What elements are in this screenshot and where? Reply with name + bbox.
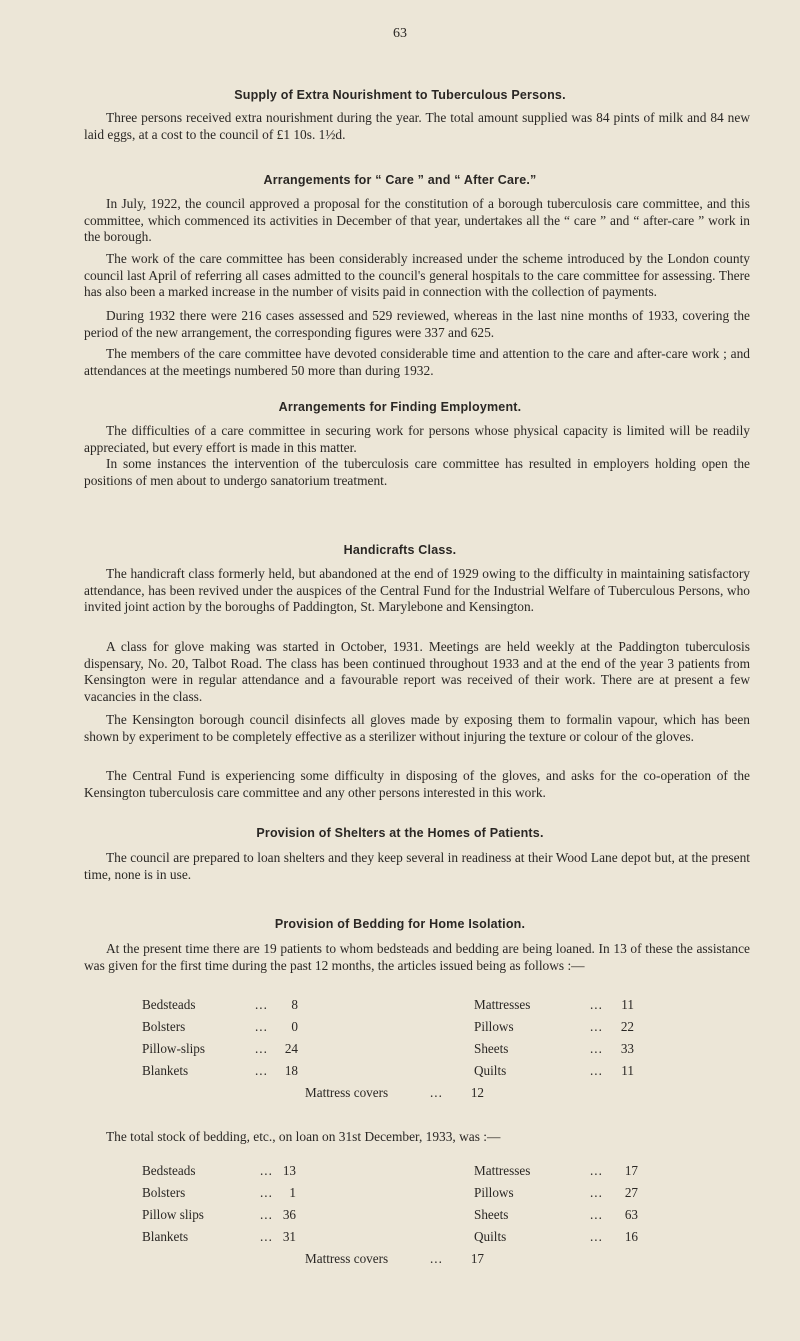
row-label: Pillow slips	[142, 1207, 204, 1222]
row-label: Blankets	[142, 1063, 189, 1078]
paragraph: The handicraft class formerly held, but abandoned at the end of 1929 owing to the difficulty in maintaining satisfactory attendance, has been revived under the auspices of the Central Fund for the Industrial Welfare of Tuberculous Persons, who invited joint action by the boroughs of Paddington, St. Marylebone and Kensington.	[84, 566, 750, 614]
heading-finding-employment: Arrangements for Finding Employment.	[278, 400, 522, 414]
row-label: Bedsteads	[142, 997, 196, 1012]
row-label: Mattresses	[474, 997, 531, 1012]
paragraph: During 1932 there were 216 cases assessed and 529 reviewed, whereas in the last nine months of 1933, covering the period of the new arrangement, the corresponding figures were 337 and 625.	[84, 308, 750, 340]
leader-dots: ...	[590, 1019, 603, 1034]
row-value: 36	[282, 1207, 296, 1222]
leader-dots: ...	[590, 1229, 603, 1244]
leader-dots: ...	[590, 1063, 603, 1078]
heading-provision-of-shelters: Provision of Shelters at the Homes of Patients.	[256, 826, 544, 840]
heading-extra-nourishment: Supply of Extra Nourishment to Tuberculous Persons.	[234, 88, 566, 102]
paragraph: The difficulties of a care committee in securing work for persons whose physical capacity is limited will be readily appreciated, but every effort is made in this matter.	[84, 423, 750, 455]
row-label: Sheets	[474, 1041, 509, 1056]
leader-dots: ...	[255, 997, 268, 1012]
leader-dots: ...	[590, 1185, 603, 1200]
row-value: 1	[289, 1185, 296, 1200]
heading-provision-of-bedding: Provision of Bedding for Home Isolation.	[274, 917, 526, 931]
leader-dots: ...	[260, 1229, 273, 1244]
row-value: 8	[291, 997, 298, 1012]
row-label: Mattress covers	[305, 1251, 389, 1266]
row-label: Bolsters	[142, 1185, 186, 1200]
row-label: Sheets	[474, 1207, 509, 1222]
row-value: 17	[624, 1163, 638, 1178]
leader-dots: ...	[590, 1041, 603, 1056]
row-value: 18	[284, 1063, 298, 1078]
paragraph: In July, 1922, the council approved a proposal for the constitution of a borough tuberculosis care committee, and this committee, which commenced its activities in December of that year, undertakes all the “ care ” and “ after-care ” work in the borough.	[84, 196, 750, 244]
leader-dots: ...	[590, 1163, 603, 1178]
leader-dots: ...	[260, 1207, 273, 1222]
row-value: 31	[282, 1229, 296, 1244]
row-value: 16	[624, 1229, 638, 1244]
row-label: Bolsters	[142, 1019, 186, 1034]
row-value: 11	[621, 997, 634, 1012]
leader-dots: ...	[260, 1185, 273, 1200]
row-value: 17	[470, 1251, 484, 1266]
paragraph: At the present time there are 19 patients to whom bedsteads and bedding are being loaned. In 13 of these the assistance was given for the first time during the past 12 months, the articles issued being as follows :—	[84, 941, 750, 973]
paragraph-stock-intro: The total stock of bedding, etc., on loan on 31st December, 1933, was :—	[106, 1129, 501, 1144]
row-value: 27	[624, 1185, 638, 1200]
row-label: Pillows	[474, 1019, 514, 1034]
heading-handicrafts-class: Handicrafts Class.	[343, 543, 457, 557]
row-label: Bedsteads	[142, 1163, 196, 1178]
row-value: 12	[470, 1085, 484, 1100]
paragraph: The work of the care committee has been considerably increased under the scheme introduced by the London county council last April of referring all cases admitted to the council's general hospitals to the care committee for assessing. There has also been a marked increase in the number of visits paid in connection with the collection of payments.	[84, 251, 750, 299]
row-value: 22	[620, 1019, 634, 1034]
row-label: Quilts	[474, 1229, 507, 1244]
row-value: 0	[291, 1019, 298, 1034]
row-label: Quilts	[474, 1063, 507, 1078]
paragraph: The Central Fund is experiencing some difficulty in disposing of the gloves, and asks for the co-operation of the Kensington tuberculosis care committee and any other persons interested in this work.	[84, 768, 750, 800]
heading-care-after-care: Arrangements for “ Care ” and “ After Care.”	[263, 173, 537, 187]
row-value: 24	[284, 1041, 298, 1056]
leader-dots: ...	[255, 1041, 268, 1056]
leader-dots: ...	[590, 997, 603, 1012]
row-value: 33	[620, 1041, 634, 1056]
leader-dots: ...	[430, 1251, 443, 1266]
leader-dots: ...	[590, 1207, 603, 1222]
row-value: 13	[282, 1163, 296, 1178]
paragraph: In some instances the intervention of the tuberculosis care committee has resulted in employers holding open the positions of men about to undergo sanatorium treatment.	[84, 456, 750, 488]
row-value: 63	[624, 1207, 638, 1222]
leader-dots: ...	[255, 1019, 268, 1034]
row-label: Mattresses	[474, 1163, 531, 1178]
paragraph: A class for glove making was started in October, 1931. Meetings are held weekly at the Paddington tuberculosis dispensary, No. 20, Talbot Road. The class has been continued throughout 1933 and at the end of the year 3 patients from Kensington were in regular attendance and a favourable report was received of their work. There are at present a few vacancies in the class.	[84, 639, 750, 704]
leader-dots: ...	[430, 1085, 443, 1100]
row-label: Blankets	[142, 1229, 189, 1244]
row-label: Pillows	[474, 1185, 514, 1200]
row-label: Pillow-slips	[142, 1041, 206, 1056]
paragraph: The Kensington borough council disinfects all gloves made by exposing them to formalin vapour, which has been shown by experiment to be completely effective as a sterilizer without injuring the texture or colour of the gloves.	[84, 712, 750, 744]
paragraph: The council are prepared to loan shelters and they keep several in readiness at their Wood Lane depot but, at the present time, none is in use.	[84, 850, 750, 882]
paragraph: Three persons received extra nourishment during the year. The total amount supplied was 84 pints of milk and 84 new laid eggs, at a cost to the council of £1 10s. 1½d.	[84, 110, 750, 142]
row-label: Mattress covers	[305, 1085, 389, 1100]
row-value: 11	[621, 1063, 634, 1078]
leader-dots: ...	[260, 1163, 273, 1178]
leader-dots: ...	[255, 1063, 268, 1078]
paragraph: The members of the care committee have devoted considerable time and attention to the care and after-care work ; and attendances at the meetings numbered 50 more than during 1932.	[84, 346, 750, 378]
page-number: 63	[393, 26, 407, 41]
